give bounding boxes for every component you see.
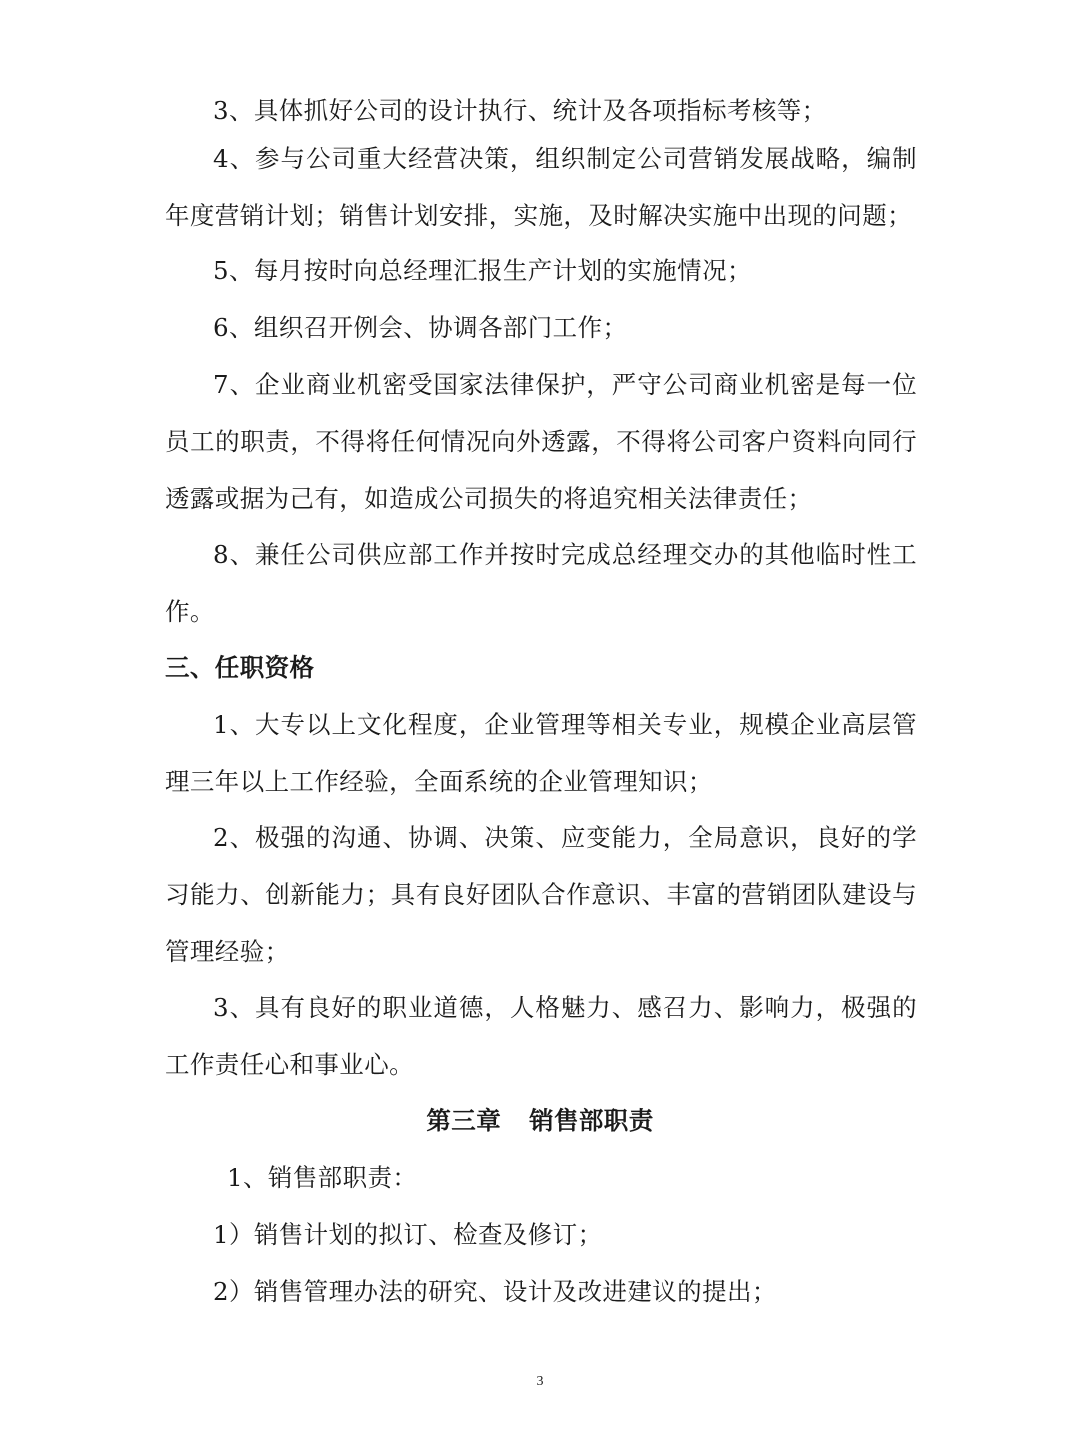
chapter-number: 第三章 bbox=[426, 1106, 502, 1135]
duty-item-4: 4、参与公司重大经营决策，组织制定公司营销发展战略，编制年度营销计划；销售计划安排，实施，及时解决实施中出现的问题； bbox=[165, 144, 917, 230]
qualification-item-1: 1、大专以上文化程度，企业管理等相关专业，规模企业高层管理三年以上工作经验，全面系统的企业管理知识； bbox=[165, 710, 917, 796]
sales-duty-item-1: 1）销售计划的拟订、检查及修订； bbox=[213, 1220, 603, 1249]
duty-item-5: 5、每月按时向总经理汇报生产计划的实施情况； bbox=[213, 256, 752, 285]
page-number: 3 bbox=[536, 1374, 544, 1389]
duty-item-8: 8、兼任公司供应部工作并按时完成总经理交办的其他临时性工作。 bbox=[165, 540, 917, 626]
chapter-name: 销售部职责 bbox=[529, 1106, 654, 1135]
section-heading-qualifications: 三、任职资格 bbox=[165, 653, 315, 682]
sales-duty-item-2: 2）销售管理办法的研究、设计及改进建议的提出； bbox=[213, 1277, 777, 1306]
qualification-item-3: 3、具有良好的职业道德，人格魅力、感召力、影响力，极强的工作责任心和事业心。 bbox=[165, 993, 917, 1079]
sales-duties-heading: 1、销售部职责： bbox=[227, 1163, 418, 1192]
duty-item-6: 6、组织召开例会、协调各部门工作； bbox=[213, 313, 628, 342]
duty-item-7: 7、企业商业机密受国家法律保护，严守公司商业机密是每一位员工的职责，不得将任何情况向外透露，不得将公司客户资料向同行透露或据为己有，如造成公司损失的将追究相关法律责任； bbox=[165, 370, 917, 513]
duty-item-3: 3、具体抓好公司的设计执行、统计及各项指标考核等； bbox=[213, 96, 827, 125]
chapter-title bbox=[0, 1092, 1080, 1149]
qualification-item-2: 2、极强的沟通、协调、决策、应变能力，全局意识，良好的学习能力、创新能力；具有良好团队合作意识、丰富的营销团队建设与管理经验； bbox=[165, 823, 917, 966]
